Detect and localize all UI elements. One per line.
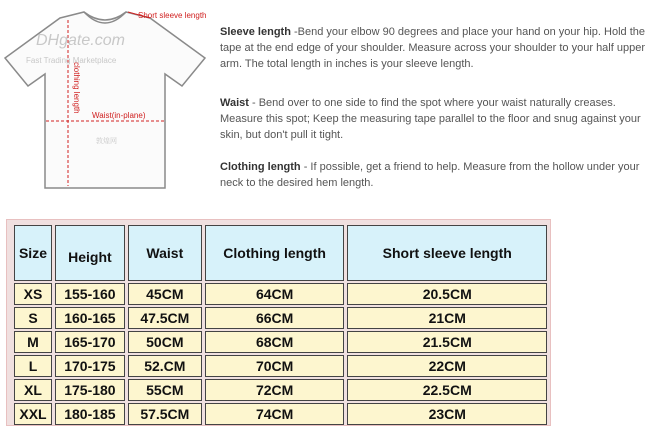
sleeve-guide [220,24,660,72]
table-row [14,403,547,425]
cell-clothing-length: 68CM [205,331,345,353]
cell-clothing-length: 72CM [205,379,345,401]
header-waist: Waist [128,225,202,281]
cell-clothing-length: 74CM [205,403,345,425]
watermark-small: 敦煌网 [96,138,117,145]
cell-sleeve-length: 23CM [347,403,547,425]
sleeve-label: Short sleeve length [138,11,207,20]
cell-waist: 55CM [128,379,202,401]
table-row [14,283,547,305]
watermark-logo: DHgate.com [36,32,125,49]
cell-waist: 47.5CM [128,307,202,329]
table-row [14,355,547,377]
sleeve-guide-text: -Bend your elbow 90 degrees and place your hand on your hip. Hold the tape at the end edge of your shoulder. Measure across your shoulder to your half upper arm. The total length in inches is your sleeve length. [220,26,645,70]
waist-guide [220,95,660,143]
cell-size: XL [14,379,52,401]
cell-height: 155-160 [55,283,125,305]
cell-height: 160-165 [55,307,125,329]
size-table [11,223,550,427]
tshirt-diagram [0,0,210,200]
cell-sleeve-length: 20.5CM [347,283,547,305]
waist-guide-text: - Bend over to one side to find the spot where your waist naturally creases. Measure this spot; Keep the measuring tape parallel to the floor and snug against your skin, but don't pull it tight. [220,97,641,141]
header-height: Height [55,225,125,281]
cell-waist: 52.CM [128,355,202,377]
cell-clothing-length: 70CM [205,355,345,377]
length-guide-title: Clothing length [220,161,301,173]
cell-size: S [14,307,52,329]
cell-sleeve-length: 22CM [347,355,547,377]
cell-size: XXL [14,403,52,425]
cell-clothing-length: 66CM [205,307,345,329]
length-guide [220,159,660,191]
sleeve-guide-title: Sleeve length [220,26,291,38]
cell-height: 175-180 [55,379,125,401]
cell-sleeve-length: 22.5CM [347,379,547,401]
table-header-row [14,225,547,281]
table-row [14,331,547,353]
cell-height: 165-170 [55,331,125,353]
header-clothing-length: Clothing length [205,225,345,281]
cell-height: 170-175 [55,355,125,377]
cell-size: L [14,355,52,377]
table-row [14,307,547,329]
length-guide-text: - If possible, get a friend to help. Measure from the hollow under your neck to the desired hem length. [220,161,640,189]
table-row [14,379,547,401]
cell-height: 180-185 [55,403,125,425]
cell-waist: 57.5CM [128,403,202,425]
cell-clothing-length: 64CM [205,283,345,305]
header-size: Size [14,225,52,281]
header-sleeve-length: Short sleeve length [347,225,547,281]
cell-size: M [14,331,52,353]
cell-sleeve-length: 21CM [347,307,547,329]
cell-sleeve-length: 21.5CM [347,331,547,353]
size-chart [6,219,551,426]
cell-size: XS [14,283,52,305]
cell-waist: 50CM [128,331,202,353]
watermark-tagline: Fast Trading Marketplace [26,56,117,65]
waist-guide-title: Waist [220,97,249,109]
cell-waist: 45CM [128,283,202,305]
length-label: clothing length [72,62,81,114]
waist-label: Waist(in-plane) [92,111,146,120]
